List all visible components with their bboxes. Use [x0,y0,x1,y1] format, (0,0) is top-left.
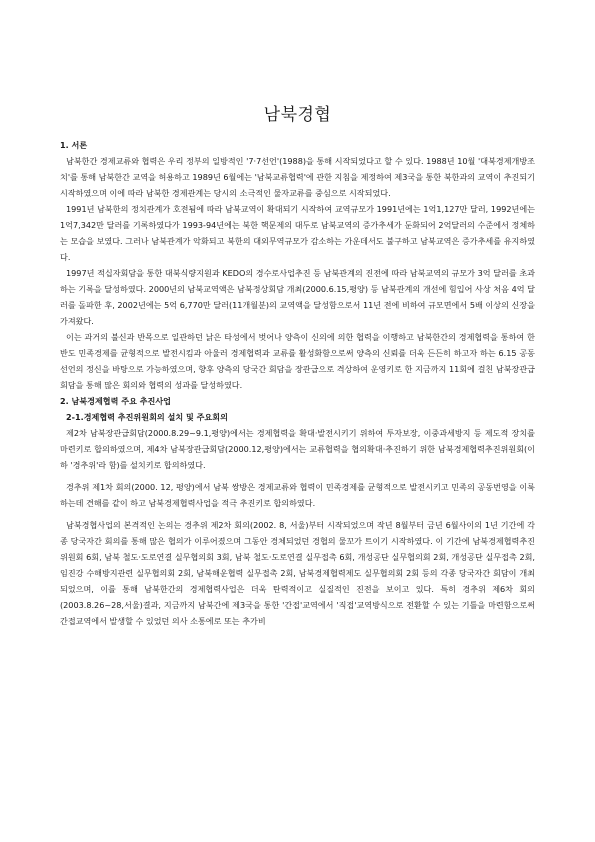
paragraph: 경추위 제1차 회의(2000. 12, 평양)에서 남북 쌍방은 경제교류와 협력이 민족경제를 균형적으로 발전시키고 민족의 공동번영을 이룩하는데 견해를 같이 하고 남북경제협력사업을 적극 추진키로 합의하였다. [60,482,535,508]
paragraph: 제2차 남북장관급회담(2000.8.29~9.1,평양)에서는 경제협력을 확대·발전시키기 위하여 투자보장, 이중과세방지 등 제도적 장치를 마련키로 합의하였으며, 제4차 남북장관급회담(2000.12,평양)에서는 교류협력을 협의확대·추진하기 위한 남북경제협력추진위원회(이하 '경추위'라 함)를 설치키로 합의하였다. [60,428,535,470]
subsection-heading: 2-1.경제협력 추진위원회의 설치 및 주요회의 [66,412,228,422]
paragraph: 남북경협사업의 본격적인 논의는 경추위 제2차 회의(2002. 8, 서울)부터 시작되었으며 작년 8월부터 금년 6월사이의 1년 기간에 각종 당국자간 회의를 통해 많은 협의가 이루어졌으며 그동안 경체되었던 경협의 물꼬가 트이기 시작하였다. 이 기간에 남북경제협력추진위원회 6회, 남북 철도·도로연결 실무협의회 3회, 남북 철도·도로연결 실무접촉 6회, 개성공단 실무협의회 2회, 개성공단 실무접촉 2회, 임진강 수해방지관련 실무협의회 2회, 남북해운협력 실무접촉 2회, 남북경제협력제도 실무협의회 2회 등의 각종 당국자간 회담이 개최되었으며, 이를 통해 남북한간의 경제협력사업은 더욱 탄력적이고 실질적인 진전을 보이고 있다. 특히 경추위 제6차 회의(2003.8.26~28,서울)결과, 지금까지 남북간에 제3국을 통한 '간접'교역에서 '직접'교역방식으로 전환할 수 있는 기틀을 마련함으로써 간접교역에서 발생할 수 있었던 의사 소통에로 또는 추가비 [60,520,535,626]
paragraph: 이는 과거의 불신과 반목으로 일관하던 낡은 타성에서 벗어나 양측이 신의에 의한 협력을 이행하고 남북한간의 경제협력을 통하여 한반도 민족경제를 균형적으로 발전시킴과 아울러 경제협력과 교류를 활성화함으로써 양측의 신뢰를 더욱 든든히 하고자 하는 6.15 공동선언의 정신을 바탕으로 가능하였으며, 향후 양측의 당국간 회담을 장관급으로 격상하여 운영키로 한 지금까지 11회에 걸친 남북장관급회담을 통해 많은 회의와 협력의 성과를 달성하였다. [60,332,535,390]
paragraph: 1991년 남북한의 정치관계가 호전됨에 따라 남북교역이 확대되기 시작하여 교역규모가 1991년에는 1억1,127만 달러, 1992년에는 1억7,342만 달러를 기록하였다가 1993-94년에는 북한 핵문제의 대두로 남북교역의 증가추세가 둔화되어 2억달러의 수준에서 정체하는 모습을 보였다. 그러나 남북관계가 악화되고 북한의 대외무역규모가 감소하는 가운데서도 불구하고 남북교역은 증가추세를 유지하였다. [60,204,535,262]
paragraph: 1997년 적십자회담을 통한 대북식량지원과 KEDO의 경수로사업추진 등 남북관계의 진전에 따라 남북교역의 규모가 3억 달러를 초과하는 기록을 달성하였다. 2000년의 남북교역액은 남북정상회담 개최(2000.6.15,평양) 등 남북관계의 개선에 힘입어 사상 처음 4억 달러를 돌파한 후, 2002년에는 5억 6,770만 달러(11개월분)의 교역액을 달성함으로서 11년 전에 비하여 규모면에서 5배 이상의 신장을 가져왔다. [60,268,535,326]
section-heading-introduction: 1. 서론 [60,140,88,150]
section-heading-main-projects: 2. 남북경제협력 주요 추진사업 [60,396,171,406]
page-title: 남북경협 [263,105,332,125]
paragraph: 남북한간 경제교류와 협력은 우리 정부의 일방적인 '7·7선언'(1988)을 통해 시작되었다고 할 수 있다. 1988년 10월 '대북경제개방조치'를 통해 남북한간 교역을 허용하고 1989년 6월에는 '남북교류협력'에 관한 지침을 제정하여 제3국을 통한 북한과의 교역이 추진되기 시작하였으며 이에 따라 남북한 경제관계는 당시의 소극적인 물자교류를 중심으로 시작되었다. [60,156,535,198]
document-body [60,137,535,629]
